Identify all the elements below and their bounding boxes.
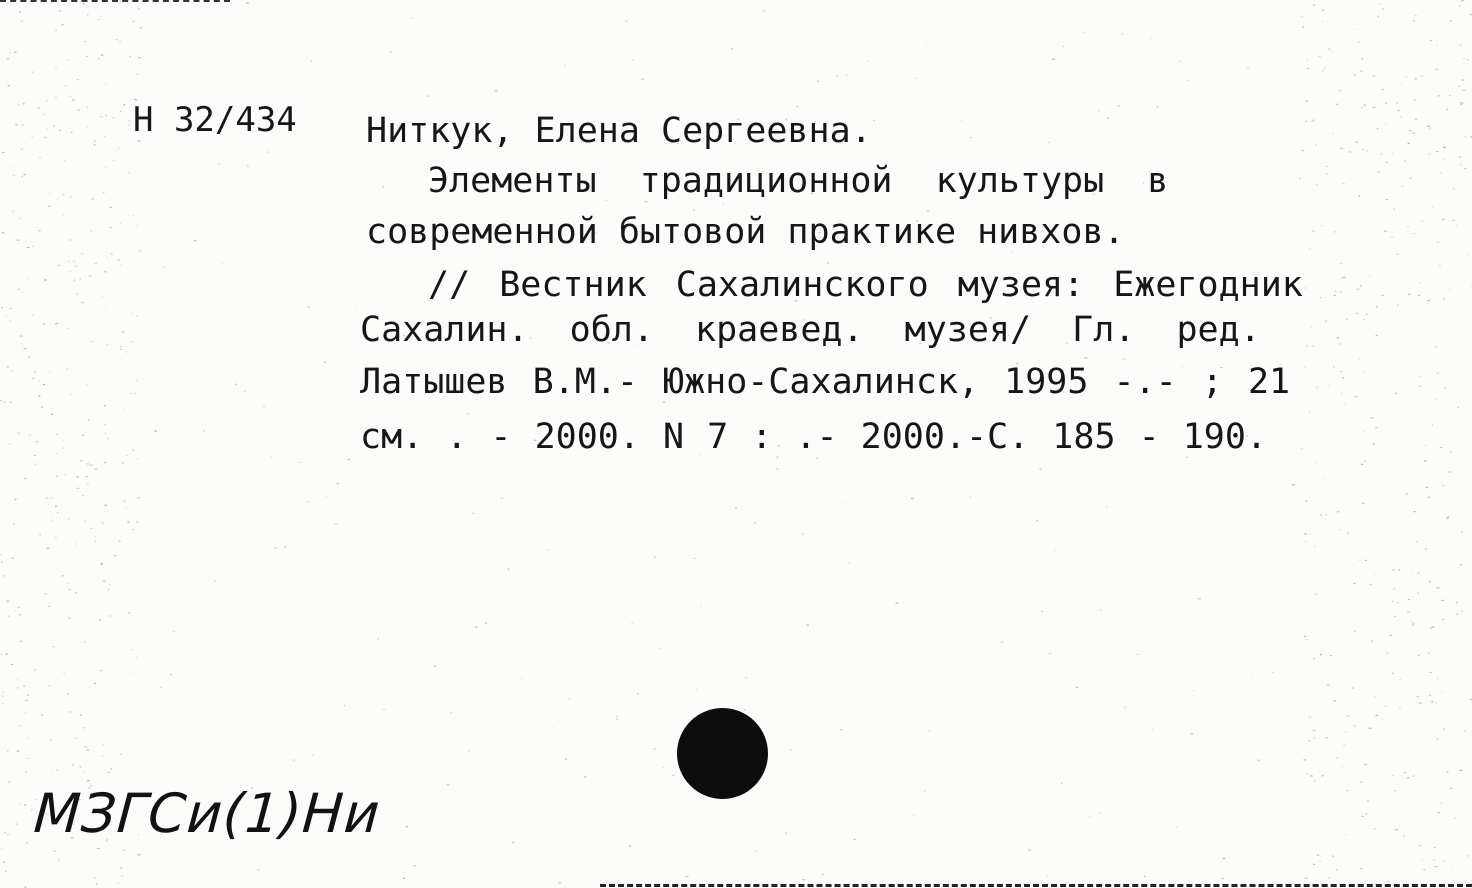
handwritten-shelfmark: МЗГСи(1)Ни [31, 782, 383, 845]
call-number: Н 32/434 [133, 100, 297, 140]
author-name: Ниткук, Елена Сергеевна. [366, 111, 872, 151]
source-line: см. . - 2000. N 7 : .- 2000.-С. 185 - 190. [360, 417, 1268, 457]
source-line: Сахалин. обл. краевед. музея/ Гл. ред. [360, 310, 1261, 350]
card-top-edge [0, 0, 230, 2]
punch-hole [677, 708, 768, 799]
title-line: Элементы традиционной культуры в [428, 161, 1169, 201]
source-line: // Вестник Сахалинского музея: Ежегодник [428, 265, 1303, 305]
title-line: современной бытовой практике нивхов. [366, 212, 1125, 252]
source-line: Латышев В.М.- Южно-Сахалинск, 1995 -.- ; 21 [360, 362, 1291, 402]
card-bottom-edge [600, 884, 1472, 887]
